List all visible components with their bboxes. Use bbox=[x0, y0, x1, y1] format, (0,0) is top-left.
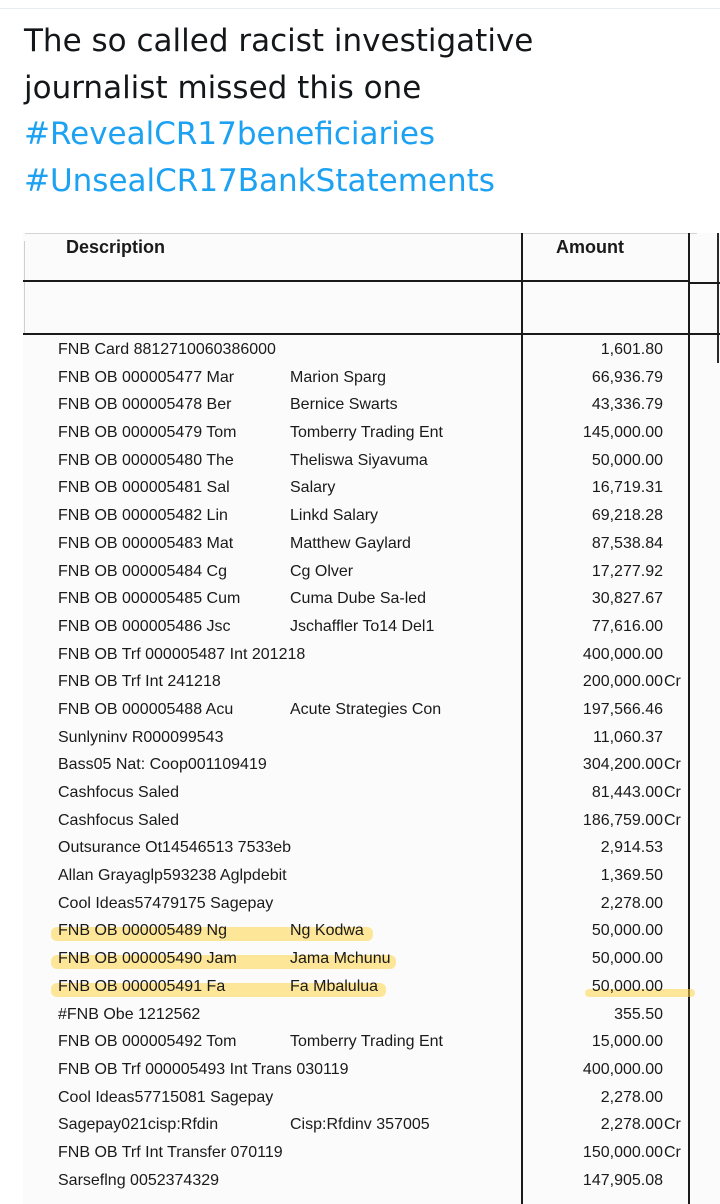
tweet-text bbox=[24, 18, 704, 204]
transaction-amount: 355.50 bbox=[614, 1005, 663, 1023]
transaction-amount: 87,538.84 bbox=[591, 534, 663, 552]
transaction-amount: 1,369.50 bbox=[600, 867, 663, 885]
table-row bbox=[23, 1056, 720, 1084]
transaction-amount: 15,000.00 bbox=[591, 1033, 663, 1051]
transaction-amount: 66,936.79 bbox=[591, 368, 663, 386]
transaction-amount: 2,914.53 bbox=[600, 839, 663, 857]
transaction-payee: Tomberry Trading Ent bbox=[290, 424, 443, 442]
transaction-description: FNB OB 000005482 Lin bbox=[58, 507, 228, 525]
table-row bbox=[23, 862, 720, 890]
transaction-payee: Salary bbox=[290, 479, 336, 497]
table-row bbox=[23, 890, 720, 918]
transaction-description: FNB OB 000005491 Fa bbox=[58, 977, 226, 995]
transaction-payee: Jschaffler To14 Del1 bbox=[290, 617, 435, 635]
hashtag-unseal-cr17-bank-statements[interactable]: #UnsealCR17BankStatements bbox=[24, 162, 495, 199]
transaction-description: FNB OB Trf 000005493 Int Trans 030119 bbox=[58, 1060, 349, 1078]
table-row bbox=[23, 613, 720, 641]
transaction-amount: 77,616.00 bbox=[591, 617, 663, 635]
table-row bbox=[23, 1111, 720, 1139]
table-row bbox=[23, 585, 720, 613]
table-row bbox=[23, 1028, 720, 1056]
table-row bbox=[23, 834, 720, 862]
credit-marker: Cr bbox=[664, 756, 681, 774]
transaction-description: FNB OB 000005479 Tom bbox=[58, 424, 237, 442]
transaction-amount: 11,060.37 bbox=[593, 728, 663, 746]
table-row bbox=[23, 917, 720, 945]
bank-statement-image[interactable] bbox=[23, 233, 720, 1204]
transaction-description: FNB OB 000005480 The bbox=[58, 451, 234, 469]
transaction-amount: 2,278.00 bbox=[600, 894, 663, 912]
transaction-description: FNB OB 000005483 Mat bbox=[58, 534, 234, 552]
transaction-amount: 2,278.00 bbox=[600, 1088, 663, 1106]
transaction-amount: 1,601.80 bbox=[600, 341, 663, 358]
transaction-payee: Jama Mchunu bbox=[290, 950, 391, 968]
table-row bbox=[23, 1001, 720, 1029]
transaction-description: FNB OB 000005478 Ber bbox=[58, 396, 232, 414]
table-row bbox=[23, 668, 720, 696]
transaction-payee: Tomberry Trading Ent bbox=[290, 1033, 443, 1051]
transaction-description: FNB OB 000005477 Mar bbox=[58, 368, 235, 386]
transaction-amount: 50,000.00 bbox=[591, 451, 663, 469]
transaction-description: FNB OB Trf 000005487 Int 201218 bbox=[58, 645, 306, 663]
credit-marker: Cr bbox=[664, 1143, 681, 1161]
table-row bbox=[23, 973, 720, 1001]
transaction-amount: 197,566.46 bbox=[582, 700, 663, 718]
transaction-amount: 186,759.00 bbox=[582, 811, 663, 829]
transaction-description: Cashfocus Saled bbox=[58, 811, 179, 829]
transaction-amount: 16,719.31 bbox=[591, 479, 663, 497]
transaction-description: FNB OB Trf Int Transfer 070119 bbox=[58, 1143, 283, 1161]
transaction-amount: 150,000.00 bbox=[582, 1143, 663, 1161]
transaction-description: Sarseflng 0052374329 bbox=[58, 1171, 220, 1189]
transaction-payee: Cg Olver bbox=[290, 562, 354, 580]
table-row bbox=[23, 807, 720, 835]
credit-marker: Cr bbox=[664, 811, 681, 829]
transaction-payee: Fa Mbalulua bbox=[290, 977, 379, 995]
transaction-payee: Acute Strategies Con bbox=[290, 700, 442, 718]
credit-marker: Cr bbox=[664, 673, 681, 691]
table-row bbox=[23, 391, 720, 419]
transaction-description: FNB OB 000005490 Jam bbox=[58, 950, 237, 968]
transaction-description: FNB OB 000005489 Ng bbox=[58, 922, 227, 940]
header-top-border bbox=[25, 233, 697, 234]
transaction-description: Cool Ideas57479175 Sagepay bbox=[58, 894, 274, 912]
transaction-description: Allan Grayaglp593238 Aglpdebit bbox=[58, 867, 287, 885]
transaction-description: Sagepay021cisp:Rfdin bbox=[58, 1116, 219, 1134]
transaction-amount: 200,000.00 bbox=[582, 673, 663, 691]
transaction-amount: 50,000.00 bbox=[591, 977, 663, 995]
transaction-amount: 17,277.92 bbox=[591, 562, 663, 580]
transaction-description: FNB OB Trf Int 241218 bbox=[58, 673, 221, 691]
transaction-amount: 30,827.67 bbox=[591, 590, 663, 608]
transaction-amount: 147,905.08 bbox=[582, 1171, 663, 1189]
header-left-border bbox=[24, 241, 25, 335]
table-row bbox=[23, 945, 720, 973]
transaction-description: Cashfocus Saled bbox=[58, 784, 179, 801]
table-row bbox=[23, 558, 720, 586]
transaction-payee: Matthew Gaylard bbox=[290, 534, 411, 552]
transaction-description: FNB OB 000005485 Cum bbox=[58, 590, 241, 608]
table-row bbox=[23, 724, 720, 752]
table-row bbox=[23, 1139, 720, 1167]
credit-marker: Cr bbox=[664, 784, 681, 801]
tweet-line-1: The so called racist investigative bbox=[24, 23, 534, 59]
tweet-line-2: journalist missed this one bbox=[24, 69, 422, 106]
table-row bbox=[23, 419, 720, 447]
transaction-payee: Cisp:Rfdinv 357005 bbox=[290, 1116, 430, 1134]
transaction-amount: 2,278.00 bbox=[600, 1116, 663, 1134]
transaction-amount: 400,000.00 bbox=[582, 1060, 663, 1078]
transaction-description: FNB Card 8812710060386000 bbox=[58, 341, 276, 358]
body-top-rule bbox=[23, 333, 720, 335]
transaction-amount: 81,443.00 bbox=[591, 784, 663, 801]
transaction-description: Bass05 Nat: Coop001109419 bbox=[58, 756, 267, 774]
transaction-payee: Bernice Swarts bbox=[290, 396, 398, 414]
transaction-description: Sunlyninv R000099543 bbox=[58, 728, 224, 746]
table-row bbox=[23, 336, 720, 364]
transaction-amount: 400,000.00 bbox=[582, 645, 663, 663]
transaction-description: FNB OB 000005484 Cg bbox=[58, 562, 227, 580]
transaction-payee: Ng Kodwa bbox=[290, 922, 364, 940]
table-row bbox=[23, 474, 720, 502]
table-row bbox=[23, 641, 720, 669]
transaction-description: Outsurance Ot14546513 7533eb bbox=[58, 839, 292, 857]
header-bottom-rule-right bbox=[690, 282, 720, 284]
transaction-amount: 50,000.00 bbox=[591, 950, 663, 968]
transaction-description: FNB OB 000005486 Jsc bbox=[58, 617, 231, 635]
table-row bbox=[23, 1167, 720, 1195]
transaction-description: Cool Ideas57715081 Sagepay bbox=[58, 1088, 274, 1106]
hashtag-reveal-cr17-beneficiaries[interactable]: #RevealCR17beneficiaries bbox=[24, 116, 436, 152]
header-bottom-rule bbox=[23, 280, 688, 282]
transaction-description: FNB OB 000005488 Acu bbox=[58, 700, 234, 718]
credit-marker: Cr bbox=[664, 1116, 681, 1134]
transaction-list bbox=[23, 336, 720, 1194]
transaction-amount: 69,218.28 bbox=[591, 507, 663, 525]
transaction-payee: Theliswa Siyavuma bbox=[290, 451, 428, 469]
header-description: Description bbox=[66, 237, 166, 257]
table-row bbox=[23, 696, 720, 724]
transaction-amount: 50,000.00 bbox=[591, 922, 663, 940]
transaction-amount: 43,336.79 bbox=[591, 396, 663, 414]
transaction-payee: Marion Sparg bbox=[290, 368, 387, 386]
transaction-description: FNB OB 000005492 Tom bbox=[58, 1033, 237, 1051]
transaction-amount: 304,200.00 bbox=[582, 756, 663, 774]
transaction-amount: 145,000.00 bbox=[582, 424, 663, 442]
transaction-payee: Cuma Dube Sa-led bbox=[290, 590, 427, 608]
table-row bbox=[23, 751, 720, 779]
header-amount: Amount bbox=[556, 237, 624, 257]
table-row bbox=[23, 1084, 720, 1112]
table-row bbox=[23, 447, 720, 475]
top-divider bbox=[0, 8, 720, 9]
table-row bbox=[23, 502, 720, 530]
transaction-description: FNB OB 000005481 Sal bbox=[58, 479, 230, 497]
table-row bbox=[23, 779, 720, 807]
table-row bbox=[23, 530, 720, 558]
table-row bbox=[23, 364, 720, 392]
transaction-payee: Linkd Salary bbox=[290, 507, 379, 525]
transaction-description: #FNB Obe 1212562 bbox=[58, 1005, 201, 1023]
